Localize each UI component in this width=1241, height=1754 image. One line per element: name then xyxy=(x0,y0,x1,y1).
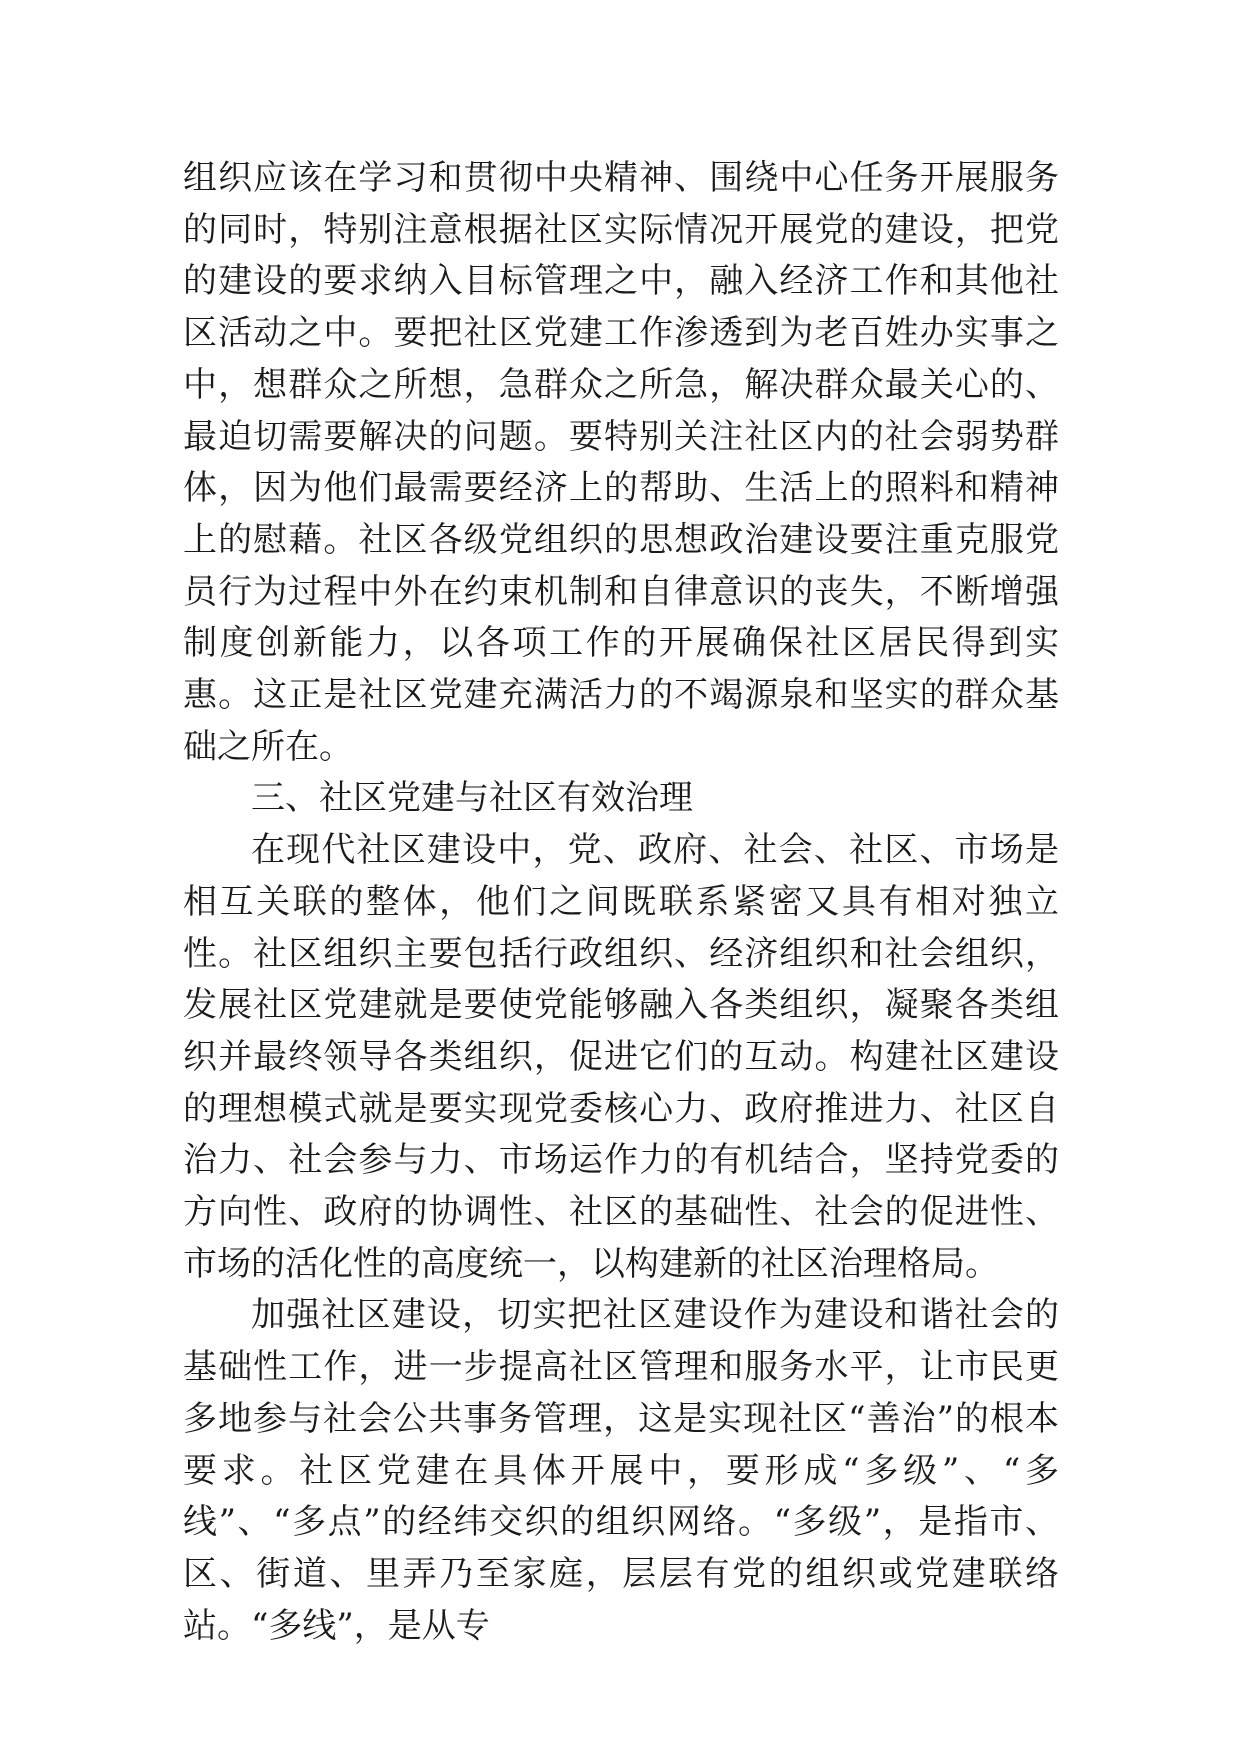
document-body xyxy=(183,153,1059,1652)
body-paragraph: 加强社区建设，切实把社区建设作为建设和谐社会的基础性工作，进一步提高社区管理和服务水平，让市民更多地参与社会公共事务管理，这是实现社区“善治”的根本要求。社区党建在具体开展中，要形成“多级”、“多线”、“多点”的经纬交织的组织网络。“多级”，是指市、区、街道、里弄乃至家庭，层层有党的组织或党建联络站。“多线”，是从专 xyxy=(183,1295,1059,1646)
body-paragraph: 在现代社区建设中，党、政府、社会、社区、市场是相互关联的整体，他们之间既联系紧密又具有相对独立性。社区组织主要包括行政组织、经济组织和社会组织，发展社区党建就是要使党能够融入各类组织，凝聚各类组织并最终领导各类组织，促进它们的互动。构建社区建设的理想模式就是要实现党委核心力、政府推进力、社区自治力、社会参与力、市场运作力的有机结合，坚持党委的方向性、政府的协调性、社区的基础性、社会的促进性、市场的活化性的高度统一，以构建新的社区治理格局。 xyxy=(183,830,1059,1284)
section-heading: 三、社区党建与社区有效治理 xyxy=(251,778,693,819)
body-paragraph-continued: 组织应该在学习和贯彻中央精神、围绕中心任务开展服务的同时，特别注意根据社区实际情况开展党的建设，把党的建设的要求纳入目标管理之中，融入经济工作和其他社区活动之中。要把社区党建工作渗透到为老百姓办实事之中，想群众之所想，急群众之所急，解决群众最关心的、最迫切需要解决的问题。要特别关注社区内的社会弱势群体，因为他们最需要经济上的帮助、生活上的照料和精神上的慰藉。社区各级党组织的思想政治建设要注重克服党员行为过程中外在约束机制和自律意识的丧失，不断增强制度创新能力，以各项工作的开展确保社区居民得到实惠。这正是社区党建充满活力的不竭源泉和坚实的群众基础之所在。 xyxy=(183,158,1059,767)
